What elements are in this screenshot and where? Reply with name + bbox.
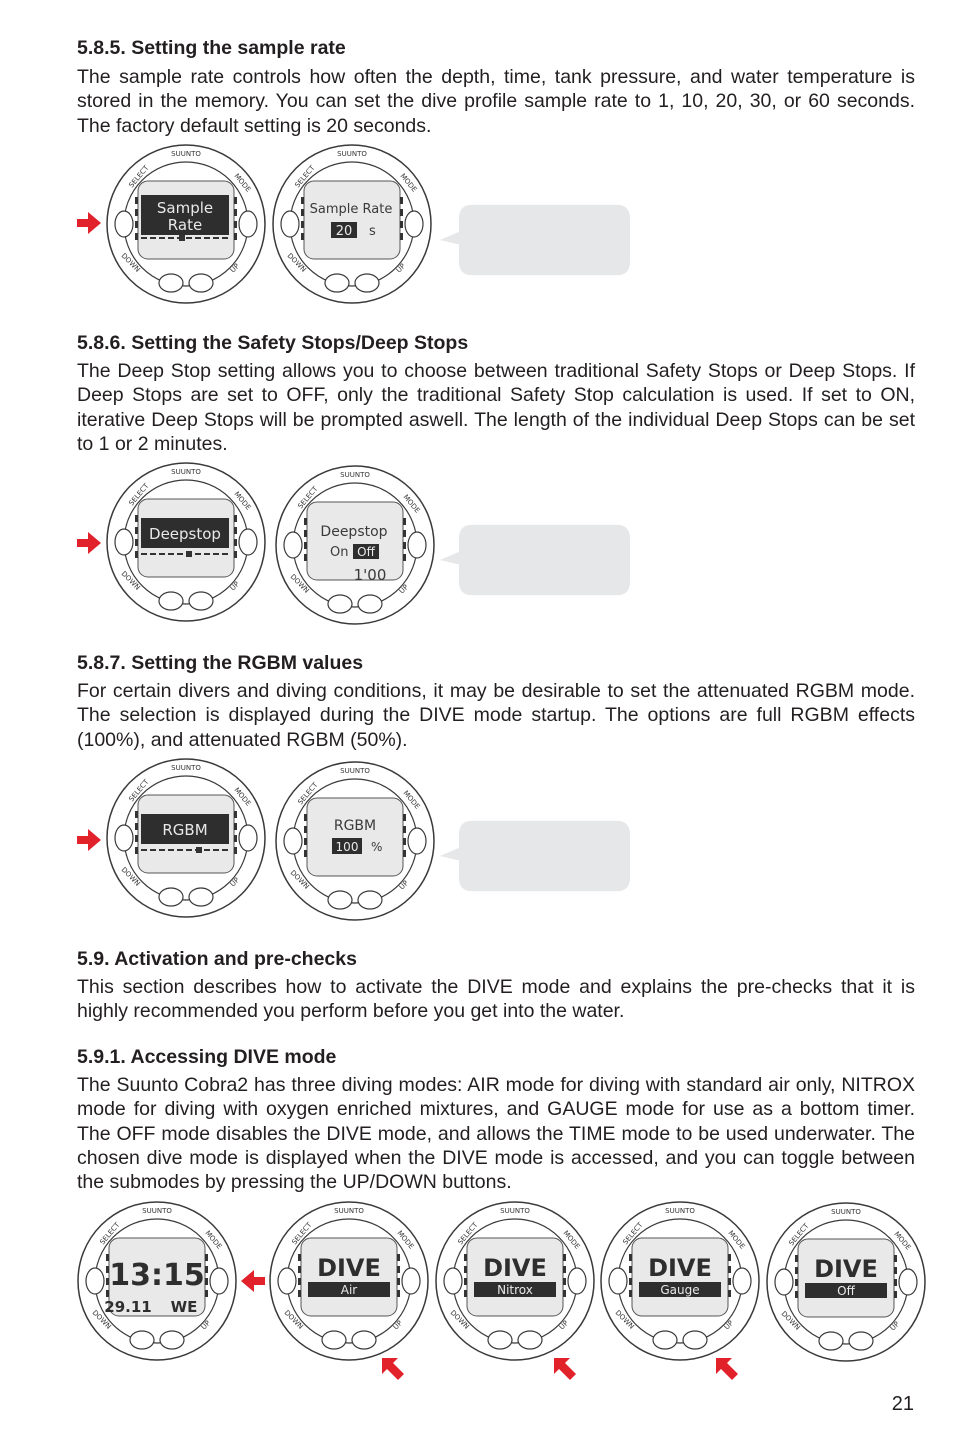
svg-text:UP: UP [199, 1319, 213, 1332]
sample-rate-value: 20 [335, 224, 353, 239]
up-left-arrow-icon [552, 1356, 578, 1382]
right-arrow-icon [76, 530, 102, 556]
right-arrow-icon [76, 827, 102, 853]
svg-text:DOWN: DOWN [288, 868, 311, 891]
svg-text:SELECT: SELECT [127, 777, 151, 804]
svg-text:SUUNTO: SUUNTO [340, 471, 370, 479]
paragraph-dive-mode: The Suunto Cobra2 has three diving modes: AIR mode for diving with standard air only, NITROX mode for diving with oxygen enriched mixtures, and GAUGE mode for use as a bottom timer. The OFF mode disables the DIVE mode, and allows the TIME mode to be used underwater. The chosen dive mode is displayed when the DIVE mode is accessed, and you can toggle between the submodes by pressing the UP/DOWN buttons. [77, 1074, 915, 1194]
heading-sample-rate: 5.8.5. Setting the sample rate [77, 37, 346, 59]
svg-text:DOWN: DOWN [613, 1308, 636, 1331]
watch-dive-air [268, 1200, 430, 1362]
dive-submode: Gauge [660, 1283, 700, 1297]
dive-submode: Nitrox [497, 1283, 533, 1297]
svg-text:UP: UP [228, 262, 242, 275]
svg-text:MODE: MODE [892, 1230, 913, 1252]
svg-text:MODE: MODE [726, 1229, 747, 1251]
lcd-title: RGBM [333, 818, 377, 834]
svg-text:UP: UP [228, 580, 242, 593]
watch-rgbm-menu [105, 757, 267, 919]
heading-dive-mode: 5.9.1. Accessing DIVE mode [77, 1046, 337, 1068]
heading-activation: 5.9. Activation and pre-checks [77, 948, 357, 970]
dive-title: DIVE [648, 1254, 712, 1282]
svg-text:SELECT: SELECT [127, 481, 151, 508]
svg-text:UP: UP [397, 583, 411, 596]
svg-text:UP: UP [397, 879, 411, 892]
svg-text:MODE: MODE [401, 789, 422, 811]
callout-bubble [440, 817, 630, 895]
svg-text:SELECT: SELECT [290, 1220, 314, 1247]
lcd-title: Deepstop [320, 524, 388, 540]
watch-dive-nitrox [434, 1200, 596, 1362]
right-arrow-icon [76, 210, 102, 236]
svg-text:SELECT: SELECT [293, 163, 317, 190]
paragraph-deep-stops: The Deep Stop setting allows you to choose between traditional Safety Stops or Deep Stops. If Deep Stops are set to OFF, only the traditional Safety Stop calculation is used. If set to ON, iterative Deep Stops will be prompted aswell. The length of the individual Deep Stops can be set to 1 or 2 minutes. [77, 360, 915, 455]
paragraph-rgbm: For certain divers and diving conditions, it may be desirable to set the attenuated RGBM mode. The selection is displayed during the DIVE mode startup. The options are full RGBM effects (100%), and attenuated RGBM (50%). [77, 680, 915, 751]
svg-text:SELECT: SELECT [621, 1220, 645, 1247]
svg-text:DOWN: DOWN [90, 1308, 113, 1331]
svg-text:SUUNTO: SUUNTO [340, 767, 370, 775]
rgbm-value: 100 [335, 840, 359, 854]
watch-dive-off [765, 1201, 927, 1363]
rgbm-unit: % [371, 840, 383, 854]
svg-text:SUUNTO: SUUNTO [665, 1207, 695, 1215]
deepstop-minutes: 1'00 [353, 566, 387, 584]
deepstop-on: On [330, 545, 349, 560]
svg-text:SELECT: SELECT [296, 780, 320, 807]
svg-text:DOWN: DOWN [282, 1308, 305, 1331]
svg-text:DOWN: DOWN [448, 1308, 471, 1331]
svg-text:SUUNTO: SUUNTO [337, 150, 367, 158]
svg-text:UP: UP [391, 1319, 405, 1332]
time-value: 13:15 [109, 1258, 205, 1293]
svg-text:MODE: MODE [232, 786, 253, 808]
svg-text:MODE: MODE [232, 490, 253, 512]
dive-submode: Air [340, 1283, 358, 1297]
callout-bubble [440, 201, 630, 279]
svg-text:MODE: MODE [401, 493, 422, 515]
paragraph-activation: This section describes how to activate the DIVE mode and explains the pre-checks that it is highly recommended you perform before you get into the water. [77, 976, 915, 1023]
svg-text:DOWN: DOWN [285, 251, 308, 274]
svg-text:SELECT: SELECT [787, 1221, 811, 1248]
svg-text:MODE: MODE [232, 172, 253, 194]
watch-deepstop-menu [105, 461, 267, 623]
svg-text:DOWN: DOWN [119, 865, 142, 888]
paragraph-sample-rate: The sample rate controls how often the depth, time, tank pressure, and water temperature is stored in the memory. You can set the dive profile sample rate to 1, 10, 20, 30, or 60 seconds. The factory default setting is 20 seconds. [77, 66, 915, 137]
weekday-value: WE [170, 1298, 198, 1316]
dive-title: DIVE [814, 1255, 878, 1283]
svg-text:SUUNTO: SUUNTO [171, 764, 201, 772]
lcd-title: Sample Rate [309, 202, 393, 217]
deepstop-off: Off [357, 545, 375, 559]
svg-text:SELECT: SELECT [456, 1220, 480, 1247]
svg-text:SELECT: SELECT [296, 484, 320, 511]
dive-title: DIVE [317, 1254, 381, 1282]
svg-text:UP: UP [394, 262, 408, 275]
svg-text:SUUNTO: SUUNTO [334, 1207, 364, 1215]
svg-text:SELECT: SELECT [127, 163, 151, 190]
svg-text:MODE: MODE [395, 1229, 416, 1251]
watch-deepstop-set [274, 464, 436, 626]
svg-text:SUUNTO: SUUNTO [171, 468, 201, 476]
svg-text:SUUNTO: SUUNTO [142, 1207, 172, 1215]
svg-text:MODE: MODE [398, 172, 419, 194]
svg-text:UP: UP [888, 1320, 902, 1333]
lcd-line2: Rate [167, 216, 203, 234]
watch-dive-gauge [599, 1200, 761, 1362]
svg-text:MODE: MODE [561, 1229, 582, 1251]
svg-text:SELECT: SELECT [98, 1220, 122, 1247]
watch-sample-menu [105, 143, 267, 305]
dive-title: DIVE [483, 1254, 547, 1282]
watch-sample-set [271, 143, 433, 305]
svg-text:MODE: MODE [203, 1229, 224, 1251]
page-number: 21 [891, 1393, 914, 1415]
svg-text:DOWN: DOWN [288, 572, 311, 595]
callout-bubble [440, 521, 630, 599]
date-value: 29.11 [104, 1298, 152, 1316]
svg-text:UP: UP [557, 1319, 571, 1332]
brand-label: SUUNTO [171, 150, 201, 158]
heading-rgbm: 5.8.7. Setting the RGBM values [77, 652, 364, 674]
svg-text:SUUNTO: SUUNTO [831, 1208, 861, 1216]
watch-rgbm-set [274, 760, 436, 922]
sample-rate-unit: s [369, 224, 376, 239]
svg-text:DOWN: DOWN [119, 251, 142, 274]
dive-submode: Off [837, 1284, 855, 1298]
watch-time-display [76, 1200, 238, 1362]
left-arrow-icon [240, 1268, 266, 1294]
svg-text:UP: UP [228, 876, 242, 889]
up-left-arrow-icon [380, 1356, 406, 1382]
lcd-line1: RGBM [162, 821, 208, 839]
up-left-arrow-icon [714, 1356, 740, 1382]
lcd-line1: Deepstop [149, 525, 221, 543]
svg-text:SUUNTO: SUUNTO [500, 1207, 530, 1215]
svg-text:UP: UP [722, 1319, 736, 1332]
svg-text:DOWN: DOWN [119, 569, 142, 592]
lcd-line1: Sample [156, 199, 214, 217]
heading-deep-stops: 5.8.6. Setting the Safety Stops/Deep Stops [77, 332, 469, 354]
svg-text:DOWN: DOWN [779, 1309, 802, 1332]
